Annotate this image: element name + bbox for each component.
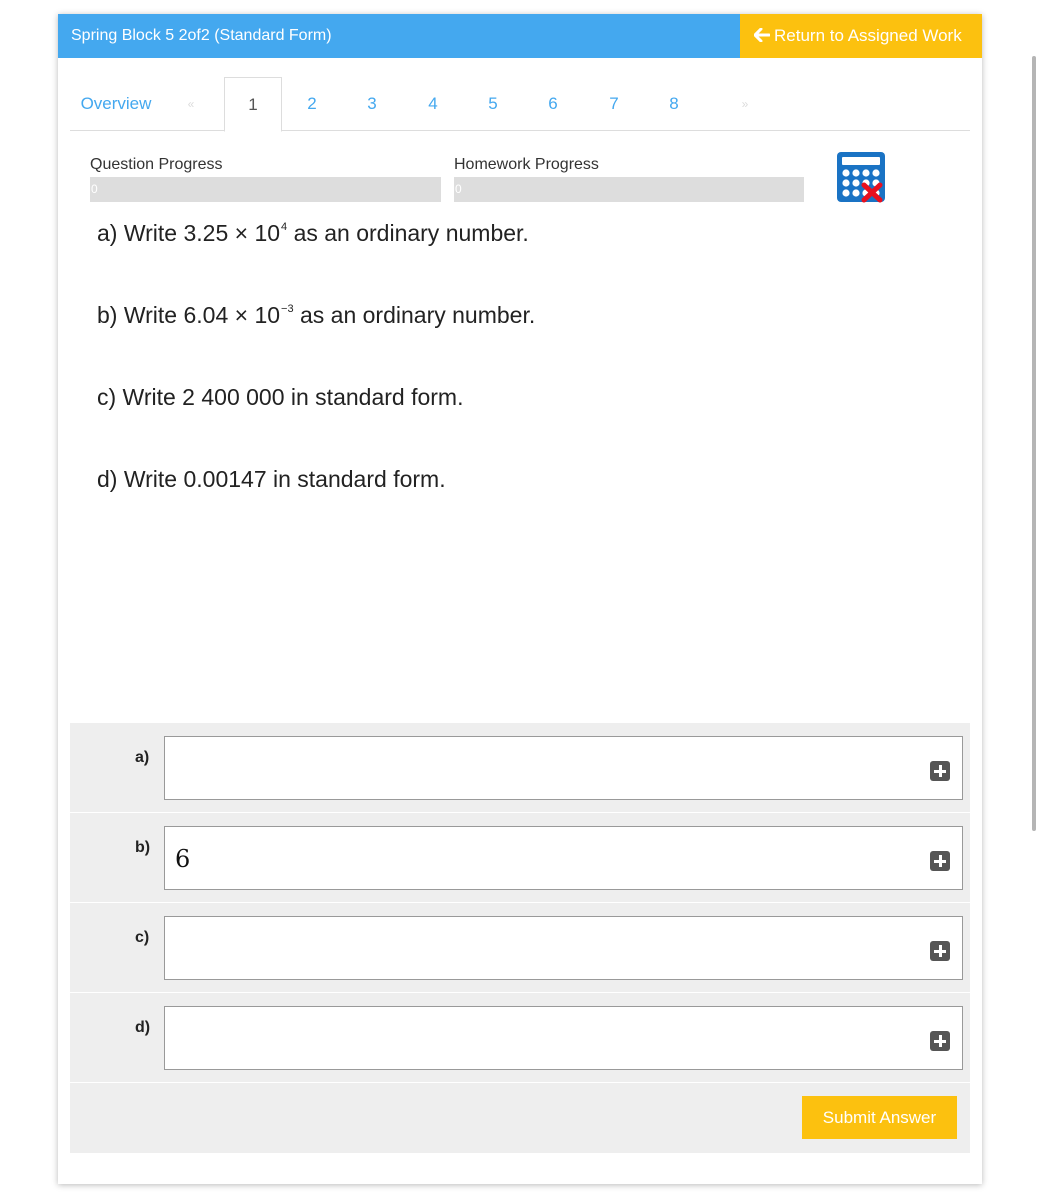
homework-progress-value: 0 [455,182,462,196]
answer-value-b: 6 [175,845,191,873]
header-bar [58,14,982,58]
return-label: Return to Assigned Work [774,26,962,45]
return-to-assigned-work-button[interactable] [740,14,982,58]
answer-field-c[interactable] [164,916,963,980]
question-progress-bar [90,177,441,202]
tab-question-8[interactable]: 8 [669,94,679,113]
homework-progress-bar [454,177,804,202]
answer-field-b[interactable] [164,826,963,890]
question-a-suffix: as an ordinary number. [293,220,529,246]
question-a [97,220,529,247]
question-progress-value: 0 [91,182,98,196]
submit-answer-button[interactable]: Submit Answer [802,1096,957,1139]
answer-label-c: c) [135,929,150,946]
scrollbar[interactable] [1032,56,1036,831]
tab-question-7[interactable]: 7 [609,94,619,113]
tab-question-6[interactable]: 6 [548,94,558,113]
question-a-exponent: 4 [281,221,288,233]
tab-question-3[interactable]: 3 [367,94,377,113]
tab-question-1[interactable]: 1 [224,77,282,132]
tab-next[interactable]: » [741,97,749,111]
tab-prev[interactable]: « [187,97,195,111]
homework-progress-label: Homework Progress [454,156,599,173]
plus-square-icon[interactable] [930,761,950,781]
answer-row-a [70,723,970,813]
answer-row-d [70,993,970,1083]
question-b-suffix: as an ordinary number. [299,302,536,328]
answer-panel [70,723,970,1153]
calculator-disabled-icon[interactable] [836,151,886,203]
plus-square-icon[interactable] [930,1031,950,1051]
tab-question-5[interactable]: 5 [488,94,498,113]
question-c: c) Write 2 400 000 in standard form. [97,384,464,410]
question-tabs [70,77,970,131]
arrow-left-icon [754,28,770,42]
answer-field-d[interactable] [164,1006,963,1070]
homework-card [58,14,982,1184]
answer-label-a: a) [135,749,150,766]
question-d: d) Write 0.00147 in standard form. [97,466,446,492]
tab-question-4[interactable]: 4 [428,94,438,113]
question-a-text: a) Write 3.25 × 10 [97,220,281,246]
plus-square-icon[interactable] [930,851,950,871]
tab-question-2[interactable]: 2 [307,94,317,113]
answer-row-c [70,903,970,993]
answer-label-b: b) [135,839,151,856]
question-b-text: b) Write 6.04 × 10 [97,302,281,328]
question-b-exponent: −3 [281,303,294,315]
question-progress-label: Question Progress [90,156,223,173]
question-b [97,302,535,329]
page-title: Spring Block 5 2of2 (Standard Form) [71,27,332,44]
answer-label-d: d) [135,1019,151,1036]
answer-field-a[interactable] [164,736,963,800]
answer-row-b [70,813,970,903]
plus-square-icon[interactable] [930,941,950,961]
tab-overview[interactable]: Overview [80,94,152,113]
